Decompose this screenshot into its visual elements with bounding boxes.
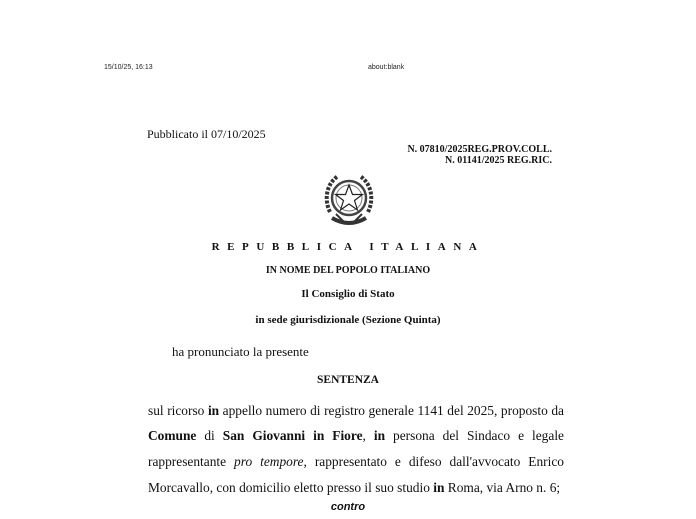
body-line-3: rappresentante pro tempore, rappresentato e difeso dall'avvocato Enrico (148, 454, 564, 469)
print-url: about:blank (368, 64, 405, 71)
published-date: Pubblicato il 07/10/2025 (147, 127, 266, 141)
section-heading: in sede giurisdizionale (Sezione Quinta) (255, 314, 441, 326)
print-datetime: 15/10/25, 16:13 (104, 64, 153, 71)
contro-label: contro (330, 501, 366, 513)
document-title: SENTENZA (317, 374, 379, 386)
body-line-1: sul ricorso in appello numero di registro generale 1141 del 2025, proposto da (148, 403, 564, 418)
reg-ric: N. 01141/2025 REG.RIC. (445, 155, 552, 166)
body-line-2: Comune di San Giovanni in Fiore, in persona del Sindaco e legale (148, 428, 564, 443)
italian-republic-emblem-icon (322, 170, 376, 230)
republic-heading: REPUBBLICA ITALIANA (211, 241, 485, 253)
body-line-4: Morcavallo, con domicilio eletto presso il suo studio in Roma, via Arno n. 6; (148, 480, 561, 495)
in-name-heading: IN NOME DEL POPOLO ITALIANO (265, 265, 431, 276)
intro-text: ha pronunciato la presente (172, 344, 309, 359)
reg-numbers (407, 144, 552, 166)
reg-prov-coll: N. 07810/2025REG.PROV.COLL. (407, 144, 552, 155)
council-heading: Il Consiglio di Stato (301, 288, 395, 300)
